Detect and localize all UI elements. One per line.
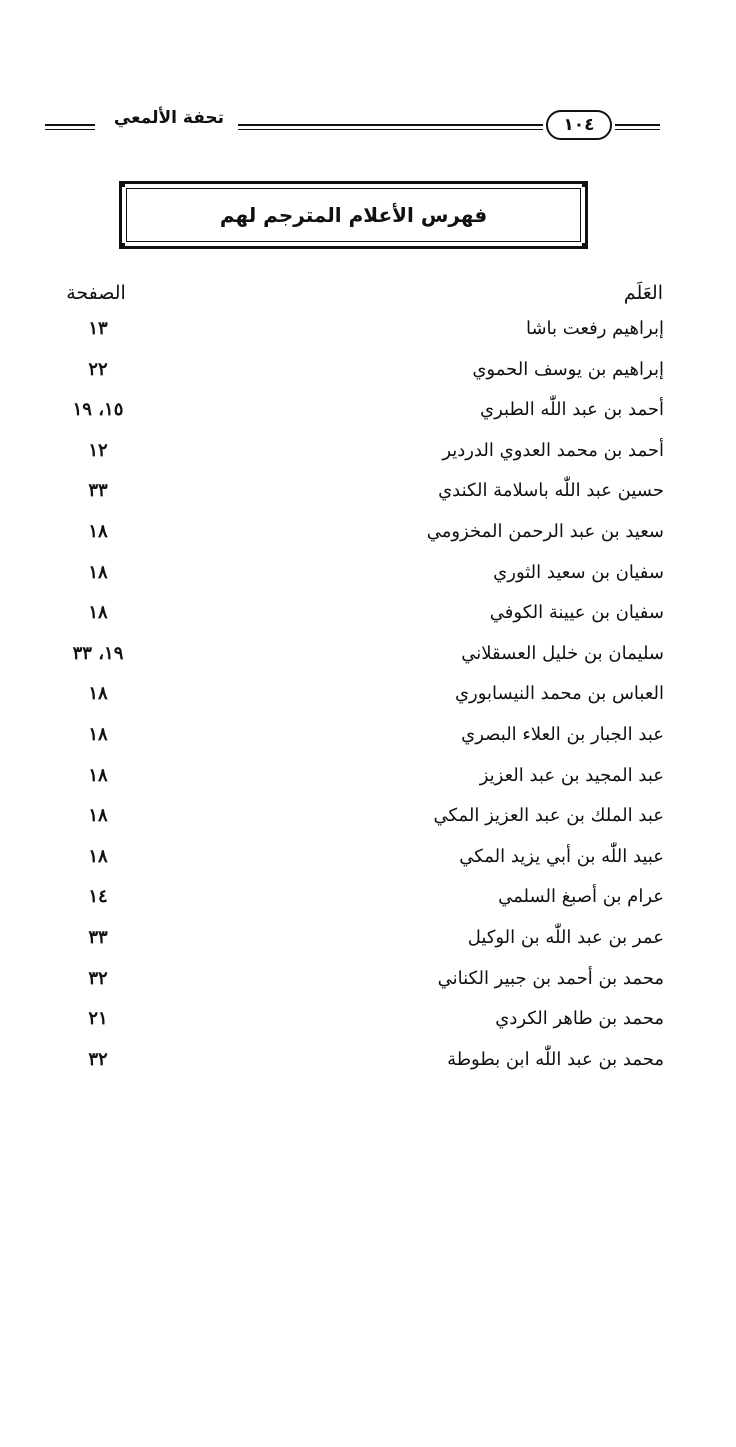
entry-pages: ١٢: [88, 439, 108, 461]
index-entry: [40, 1047, 664, 1088]
entry-pages: ٢١: [88, 1008, 108, 1030]
header-rule-middle: [238, 124, 543, 130]
index-entry: [40, 763, 664, 804]
entry-name: أحمد بن عبد اللّٰه الطبري: [480, 399, 664, 421]
frame-corner: [121, 183, 125, 187]
entry-pages: ١٩، ٣٣: [72, 642, 124, 664]
entry-pages: ١٨: [88, 561, 108, 583]
entry-name: عبد المجيد بن عبد العزيز: [479, 764, 664, 786]
entry-pages: ١٨: [88, 764, 108, 786]
entry-name: حسين عبد اللّٰه باسلامة الكندي: [438, 480, 664, 502]
book-title: تحفة الألمعي: [113, 108, 225, 128]
entry-pages: ١٨: [88, 683, 108, 705]
entry-pages: ٢٢: [88, 358, 108, 380]
header-rule-right: [615, 124, 660, 130]
index-entry: [40, 641, 664, 682]
header-rule-left: [45, 124, 95, 130]
index-title-frame: [119, 181, 588, 249]
entry-name: سعيد بن عبد الرحمن المخزومي: [426, 520, 664, 542]
index-entry: [40, 681, 664, 722]
index-title: فهرس الأعلام المترجم لهم: [219, 203, 488, 227]
entry-name: محمد بن طاهر الكردي: [495, 1008, 664, 1030]
entry-name: عبد الملك بن عبد العزيز المكي: [433, 805, 664, 827]
entry-pages: ١٣: [88, 318, 108, 339]
page-number: [546, 110, 612, 140]
index-entry: [40, 884, 664, 925]
entry-name: سفيان بن عيينة الكوفي: [489, 602, 664, 624]
index-entry: [40, 316, 664, 357]
index-entry: [40, 1006, 664, 1047]
column-heading-name: العَلَم: [623, 282, 663, 304]
entry-name: إبراهيم بن يوسف الحموي: [472, 358, 664, 380]
column-heading-page: الصفحة: [66, 282, 126, 304]
frame-corner: [582, 183, 586, 187]
entry-name: أحمد بن محمد العدوي الدردير: [442, 439, 664, 461]
index-entry: [40, 438, 664, 479]
entry-name: عمر بن عبد اللّٰه بن الوكيل: [467, 926, 664, 948]
entry-pages: ١٥، ١٩: [72, 399, 124, 421]
entry-name: العباس بن محمد النيسابوري: [454, 683, 664, 705]
entry-pages: ٣٣: [88, 926, 108, 948]
entry-name: عبيد اللّٰه بن أبي يزيد المكي: [459, 845, 664, 867]
entry-pages: ٣٢: [88, 967, 108, 989]
index-entry: [40, 519, 664, 560]
index-entry: [40, 600, 664, 641]
index-entry: [40, 478, 664, 519]
page-number-text: ١٠٤: [563, 115, 595, 135]
entry-name: إبراهيم رفعت باشا: [525, 318, 664, 339]
entry-pages: ٣٣: [88, 480, 108, 502]
entry-name: سليمان بن خليل العسقلاني: [461, 642, 664, 664]
index-entry: [40, 966, 664, 1007]
entry-pages: ٣٢: [88, 1048, 108, 1070]
index-entry: [40, 722, 664, 763]
entry-pages: ١٤: [88, 886, 108, 908]
entry-pages: ١٨: [88, 602, 108, 624]
entry-name: محمد بن أحمد بن جبير الكناني: [437, 967, 664, 989]
entry-name: محمد بن عبد اللّٰه ابن بطوطة: [447, 1048, 664, 1070]
frame-corner: [582, 243, 586, 247]
entry-name: سفيان بن سعيد الثوري: [493, 561, 664, 583]
index-entry: [40, 803, 664, 844]
entry-pages: ١٨: [88, 805, 108, 827]
index-entry: [40, 925, 664, 966]
index-entry: [40, 844, 664, 885]
index-entry: [40, 357, 664, 398]
entry-name: عرام بن أصبغ السلمي: [498, 886, 664, 908]
entry-pages: ١٨: [88, 845, 108, 867]
entry-pages: ١٨: [88, 520, 108, 542]
entry-pages: ١٨: [88, 723, 108, 745]
index-title-inner-frame: [126, 188, 581, 242]
frame-corner: [121, 243, 125, 247]
index-entry: [40, 560, 664, 601]
index-entries: [40, 316, 664, 1087]
entry-name: عبد الجبار بن العلاء البصري: [461, 723, 664, 745]
index-entry: [40, 397, 664, 438]
